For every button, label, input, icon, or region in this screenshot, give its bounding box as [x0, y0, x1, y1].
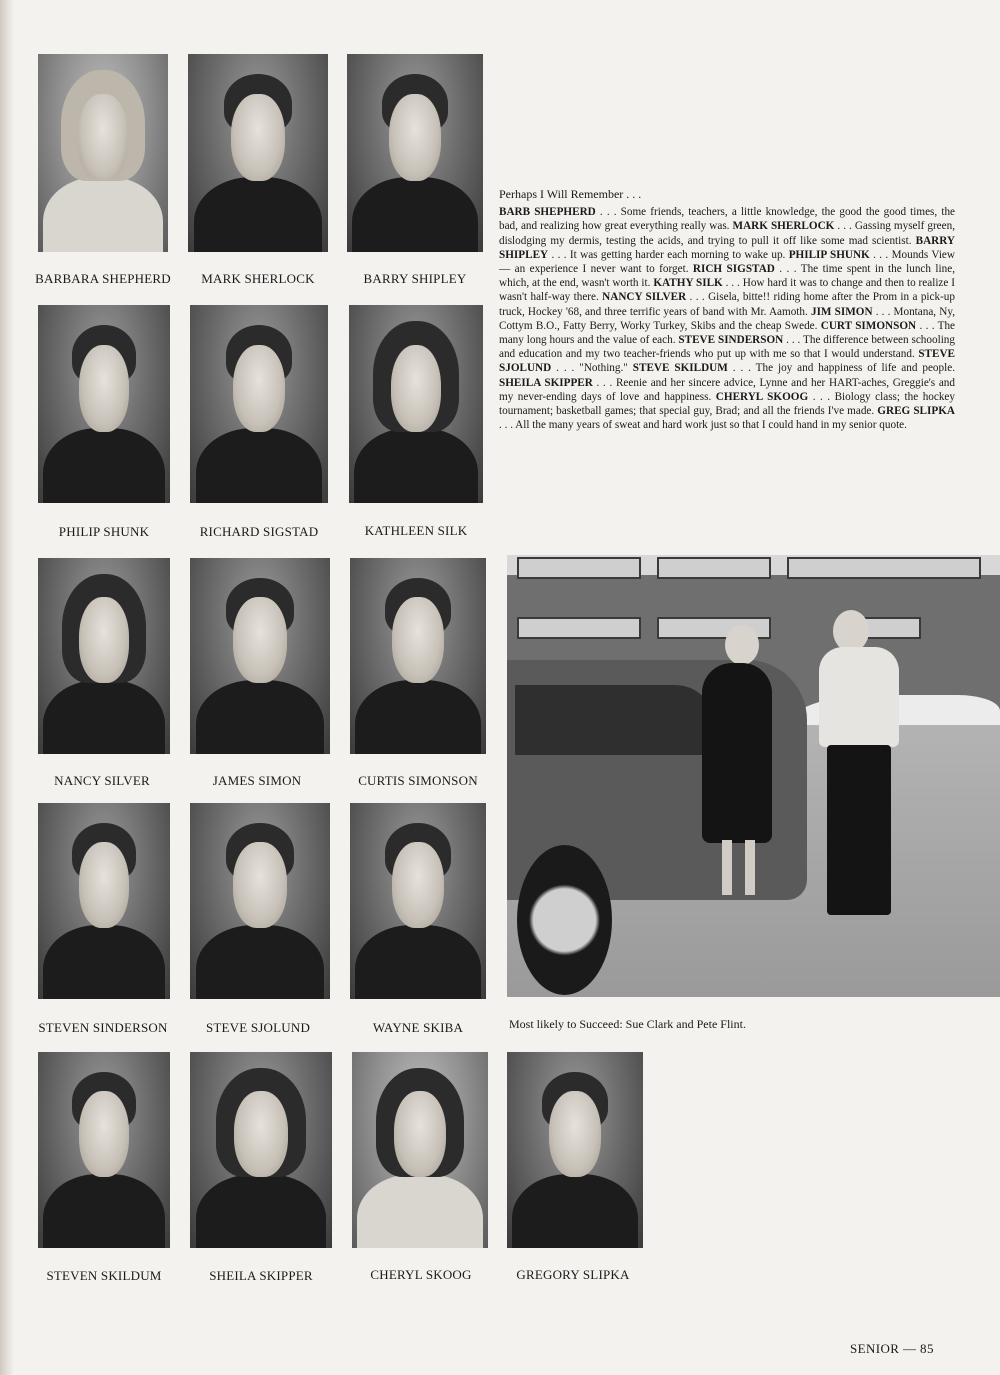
portrait-mark-sherlock — [188, 54, 328, 252]
portrait-barry-shipley — [347, 54, 483, 252]
portrait-nancy-silver — [38, 558, 170, 754]
remember-entry-name: BARB SHEPHERD — [499, 206, 596, 219]
portrait-steven-sinderson — [38, 803, 170, 999]
caption-barry-shipley: BARRY SHIPLEY — [363, 271, 467, 286]
portrait-sheila-skipper — [190, 1052, 332, 1248]
remember-entry-name: KATHY SILK — [653, 277, 723, 290]
remember-entry-text: . . . All the many years of sweat and hard work just so that I could hand in my senior quote. — [499, 419, 907, 432]
portrait-philip-shunk — [38, 305, 170, 503]
remember-entry-name: STEVE SINDERSON — [678, 334, 784, 347]
remember-entry-name: CURT SIMONSON — [820, 319, 917, 332]
remember-entry-name: SHEILA SKIPPER — [499, 376, 593, 389]
remember-entry-text: . . . Biology class; the hockey tournament; basketball games; that special guy, Brad; and all the friends I've made. — [499, 390, 955, 418]
remember-entry-name: GREG SLIPKA — [877, 405, 955, 418]
portrait-wayne-skiba — [350, 803, 486, 999]
caption-steven-skildum: STEVEN SKILDUM — [46, 1268, 162, 1283]
candid-photo — [507, 555, 1000, 997]
remember-entry-text: . . . "Nothing." — [551, 362, 633, 375]
caption-philip-shunk: PHILIP SHUNK — [58, 524, 150, 539]
caption-mark-sherlock: MARK SHERLOCK — [201, 271, 315, 286]
portrait-curtis-simonson — [350, 558, 486, 754]
remember-entry-text: . . . The many long hours and the value of each. — [499, 319, 956, 347]
portrait-richard-sigstad — [190, 305, 328, 503]
remember-entry-text: . . . It was getting harder each morning to wake up. — [548, 248, 789, 261]
remember-entry-text: . . . The joy and happiness of life and people. — [727, 362, 955, 375]
remember-entry-text: . . . Reenie and her sincere advice, Lynne and her HART-aches, Greggie's and my never-ending days of love and happiness. — [499, 376, 955, 403]
caption-sheila-skipper: SHEILA SKIPPER — [209, 1268, 313, 1283]
remember-entry-name: RICH SIGSTAD — [692, 263, 775, 276]
remember-entry-name: CHERYL SKOOG — [715, 390, 809, 403]
remember-entry-text: . . . Gassing myself green, dislodging my dermis, testing the acids, and trying to pull it off like some mad scientist. — [499, 220, 956, 247]
portrait-steve-sjolund — [190, 803, 330, 999]
remember-entry-text: . . . Mounds View — an experience I never want to forget. — [499, 248, 955, 276]
remember-heading: Perhaps I Will Remember . . . — [499, 187, 642, 201]
remember-entry-text: . . . Montana, Ny, Cottym B.O., Fatty Berry, Worky Turkey, Skibs and the cheap Swede. — [499, 305, 955, 332]
candid-caption: Most likely to Succeed: Sue Clark and Pete Flint. — [509, 1017, 746, 1031]
remember-entry-name: PHILIP SHUNK — [788, 248, 870, 261]
caption-steven-sinderson: STEVEN SINDERSON — [38, 1020, 168, 1035]
caption-richard-sigstad: RICHARD SIGSTAD — [199, 524, 319, 539]
remember-entry-name: JIM SIMON — [810, 305, 873, 318]
caption-james-simon: JAMES SIMON — [212, 773, 302, 788]
remember-entry-name: MARK SHERLOCK — [732, 220, 835, 233]
caption-steve-sjolund: STEVE SJOLUND — [205, 1020, 311, 1035]
remember-entry-name: BARRY SHIPLEY — [499, 234, 955, 261]
remember-entry-name: STEVE SJOLUND — [499, 348, 955, 375]
remember-entry-name: NANCY SILVER — [602, 291, 687, 304]
caption-gregory-slipka: GREGORY SLIPKA — [516, 1267, 630, 1282]
caption-wayne-skiba: WAYNE SKIBA — [372, 1020, 464, 1035]
portrait-cheryl-skoog — [352, 1052, 488, 1248]
caption-kathleen-silk: KATHLEEN SILK — [364, 523, 468, 538]
portrait-barbara-shepherd — [38, 54, 168, 252]
caption-barbara-shepherd: BARBARA SHEPHERD — [35, 271, 171, 286]
remember-entry-text: . . . The difference between schooling and education and my two teacher-friends who put up with me so that I would understand. — [499, 334, 955, 361]
page-binding-edge — [0, 0, 14, 1375]
remember-entry-text: . . . Some friends, teachers, a little knowledge, the good the good times, the bad, and realizing how great everything really was. — [499, 206, 956, 233]
caption-cheryl-skoog: CHERYL SKOOG — [370, 1267, 472, 1282]
remember-entry-text: . . . The time spent in the lunch line, which, at the end, wasn't worth it. — [499, 263, 955, 290]
portrait-steven-skildum — [38, 1052, 170, 1248]
remember-entry-text: . . . Gisela, bitte!! riding home after the Prom in a pick-up truck, Hockey '68, and three terrific years of band with Mr. Aamoth. — [499, 291, 955, 318]
caption-curtis-simonson: CURTIS SIMONSON — [358, 773, 478, 788]
remember-entries — [499, 206, 955, 431]
portrait-james-simon — [190, 558, 330, 754]
page-number: SENIOR — 85 — [850, 1341, 934, 1356]
portrait-kathleen-silk — [349, 305, 483, 503]
caption-nancy-silver: NANCY SILVER — [54, 773, 150, 788]
remember-text-block — [499, 187, 955, 432]
portrait-gregory-slipka — [507, 1052, 643, 1248]
remember-entry-name: STEVE SKILDUM — [632, 362, 728, 375]
remember-entry-text: . . . How hard it was to change and then to realize I wasn't half-way there. — [499, 277, 955, 304]
